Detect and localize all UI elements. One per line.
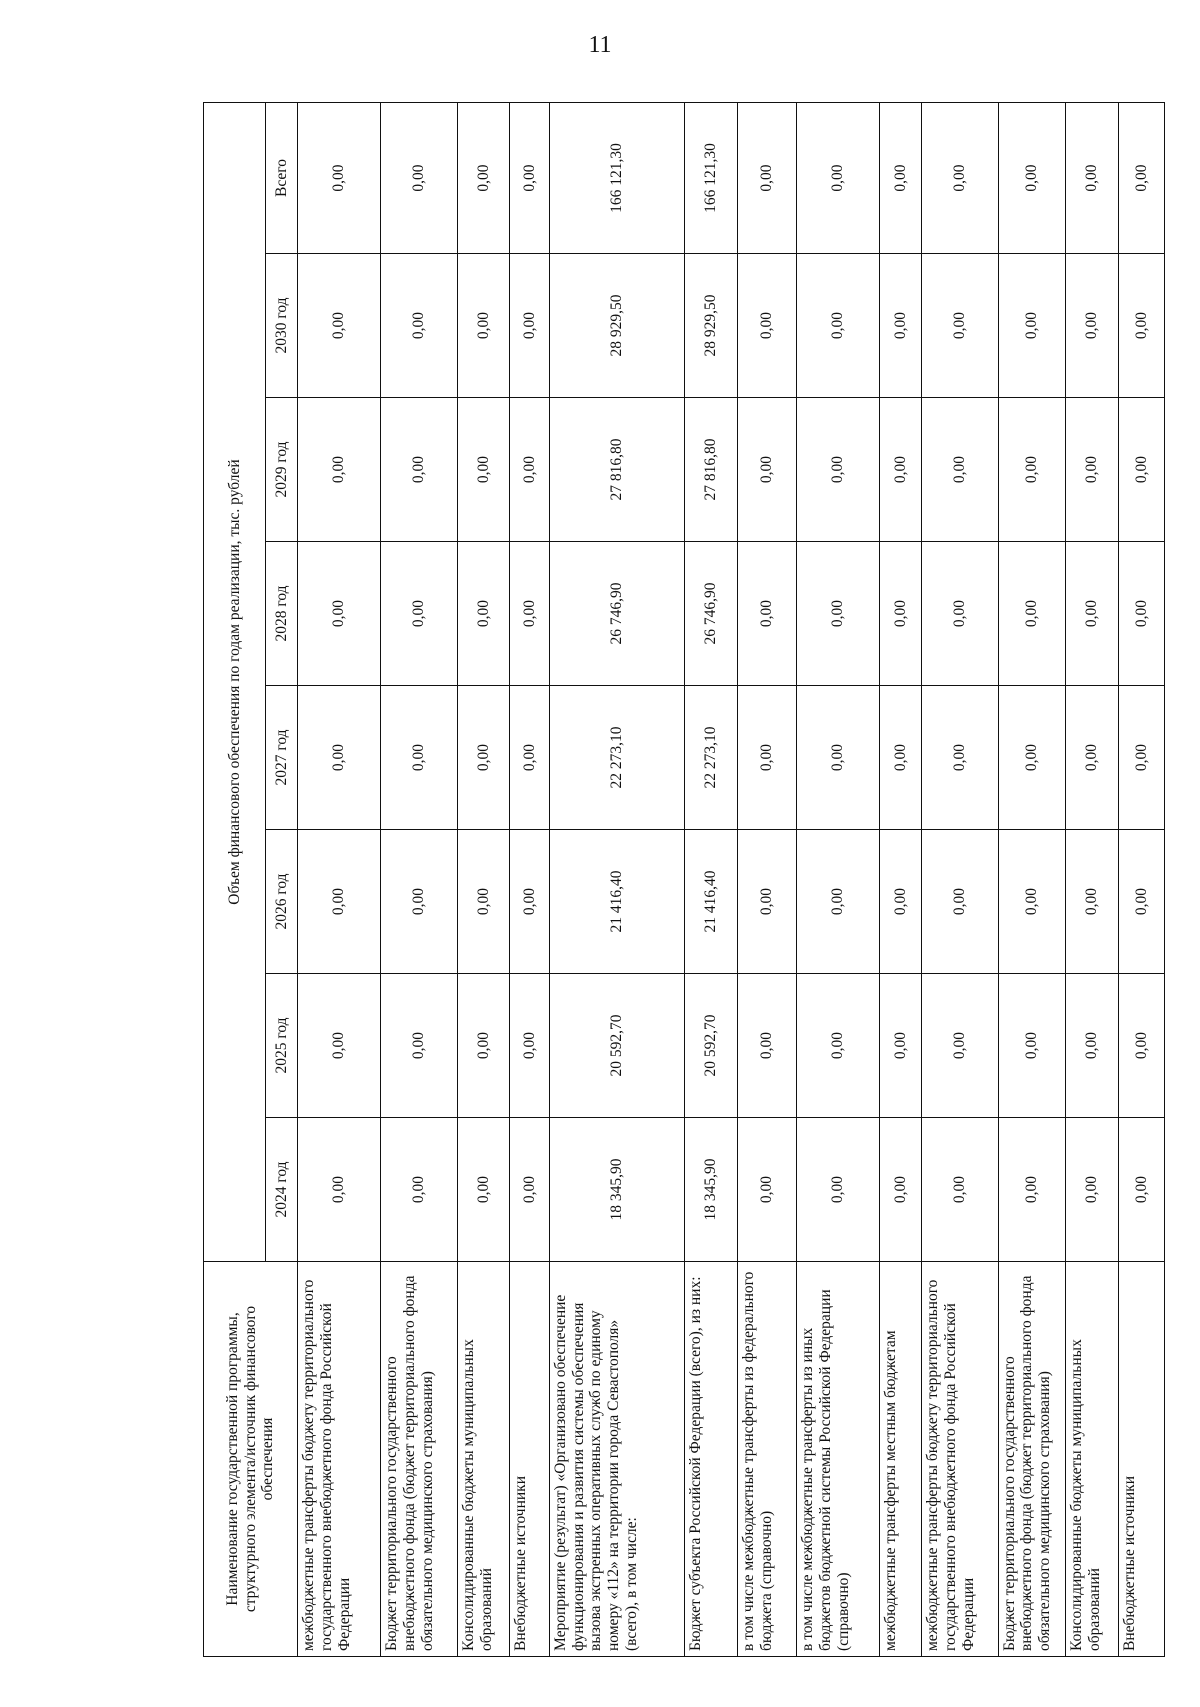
row-year-value: 22 273,10 — [549, 686, 685, 830]
row-year-value: 27 816,80 — [685, 398, 738, 542]
row-year-value: 0,00 — [298, 254, 381, 398]
row-year-value: 0,00 — [1066, 542, 1119, 686]
row-year-value: 0,00 — [1118, 974, 1164, 1118]
table-row — [921, 103, 998, 1657]
row-year-value: 0,00 — [1066, 686, 1119, 830]
row-source-name: межбюджетные трансферты местным бюджетам — [880, 1262, 922, 1657]
row-year-value: 0,00 — [1118, 686, 1164, 830]
row-year-value: 0,00 — [298, 686, 381, 830]
row-total-value: 0,00 — [1066, 103, 1119, 254]
row-year-value: 0,00 — [998, 542, 1066, 686]
row-year-value: 0,00 — [457, 398, 510, 542]
table-body — [298, 103, 1165, 1657]
row-source-name: в том числе межбюджетные трансферты из федерального бюджета (справочно) — [738, 1262, 797, 1657]
table-row — [510, 103, 549, 1657]
row-year-value: 0,00 — [998, 974, 1066, 1118]
page-number: 11 — [588, 32, 612, 58]
row-year-value: 0,00 — [921, 254, 998, 398]
row-year-value: 0,00 — [738, 542, 797, 686]
row-source-name: Консолидированные бюджеты муниципальных образований — [1066, 1262, 1119, 1657]
table-row — [298, 103, 381, 1657]
row-year-value: 20 592,70 — [549, 974, 685, 1118]
row-year-value: 0,00 — [998, 686, 1066, 830]
header-financing-group: Объем финансового обеспечения по годам реализации, тыс. рублей — [204, 103, 266, 1262]
row-year-value: 0,00 — [738, 974, 797, 1118]
row-source-name: Внебюджетные источники — [510, 1262, 549, 1657]
table-row — [797, 103, 880, 1657]
table-row — [457, 103, 510, 1657]
table-row — [738, 103, 797, 1657]
header-total: Всего — [266, 103, 298, 254]
row-year-value: 0,00 — [921, 1118, 998, 1262]
row-year-value: 0,00 — [298, 1118, 381, 1262]
row-year-value: 0,00 — [1118, 398, 1164, 542]
row-year-value: 0,00 — [298, 974, 381, 1118]
row-year-value: 21 416,40 — [685, 830, 738, 974]
row-year-value: 0,00 — [457, 1118, 510, 1262]
row-year-value: 0,00 — [298, 398, 381, 542]
row-year-value: 0,00 — [298, 542, 381, 686]
row-year-value: 26 746,90 — [549, 542, 685, 686]
row-year-value: 0,00 — [457, 686, 510, 830]
row-total-value: 0,00 — [738, 103, 797, 254]
row-year-value: 0,00 — [381, 1118, 458, 1262]
row-year-value: 28 929,50 — [685, 254, 738, 398]
row-year-value: 0,00 — [457, 830, 510, 974]
row-year-value: 22 273,10 — [685, 686, 738, 830]
row-year-value: 0,00 — [921, 830, 998, 974]
row-year-value: 28 929,50 — [549, 254, 685, 398]
row-year-value: 0,00 — [738, 398, 797, 542]
row-year-value: 0,00 — [457, 974, 510, 1118]
row-year-value: 0,00 — [880, 974, 922, 1118]
header-year-2028: 2028 год — [266, 542, 298, 686]
row-year-value: 0,00 — [1118, 542, 1164, 686]
row-year-value: 0,00 — [510, 254, 549, 398]
row-year-value: 0,00 — [738, 254, 797, 398]
row-year-value: 26 746,90 — [685, 542, 738, 686]
row-year-value: 0,00 — [1066, 254, 1119, 398]
row-year-value: 21 416,40 — [549, 830, 685, 974]
row-year-value: 0,00 — [510, 974, 549, 1118]
row-year-value: 0,00 — [1066, 974, 1119, 1118]
row-source-name: межбюджетные трансферты бюджету территориального государственного внебюджетного фонда Российской Федерации — [298, 1262, 381, 1657]
row-year-value: 0,00 — [298, 830, 381, 974]
row-source-name: Бюджет территориального государственного внебюджетного фонда (бюджет территориального фонда обязательного медицинского страхования) — [998, 1262, 1066, 1657]
row-year-value: 0,00 — [797, 974, 880, 1118]
row-year-value: 0,00 — [510, 686, 549, 830]
row-total-value: 0,00 — [381, 103, 458, 254]
row-total-value: 0,00 — [510, 103, 549, 254]
row-year-value: 0,00 — [1118, 830, 1164, 974]
row-year-value: 0,00 — [880, 686, 922, 830]
row-year-value: 0,00 — [880, 398, 922, 542]
row-year-value: 18 345,90 — [685, 1118, 738, 1262]
row-year-value: 0,00 — [1118, 254, 1164, 398]
row-total-value: 0,00 — [797, 103, 880, 254]
row-year-value: 0,00 — [381, 254, 458, 398]
row-source-name: Консолидированные бюджеты муниципальных образований — [457, 1262, 510, 1657]
row-year-value: 0,00 — [738, 830, 797, 974]
row-source-name: Внебюджетные источники — [1118, 1262, 1164, 1657]
row-year-value: 0,00 — [738, 1118, 797, 1262]
row-year-value: 0,00 — [1066, 830, 1119, 974]
table-row — [998, 103, 1066, 1657]
row-year-value: 0,00 — [381, 398, 458, 542]
row-year-value: 0,00 — [797, 830, 880, 974]
row-year-value: 0,00 — [1118, 1118, 1164, 1262]
header-year-2025: 2025 год — [266, 974, 298, 1118]
row-total-value: 166 121,30 — [549, 103, 685, 254]
table-row — [1066, 103, 1119, 1657]
row-year-value: 0,00 — [381, 542, 458, 686]
row-year-value: 0,00 — [921, 686, 998, 830]
row-total-value: 0,00 — [298, 103, 381, 254]
row-total-value: 0,00 — [880, 103, 922, 254]
header-year-2026: 2026 год — [266, 830, 298, 974]
row-source-name: межбюджетные трансферты бюджету территориального государственного внебюджетного фонда Российской Федерации — [921, 1262, 998, 1657]
header-year-2024: 2024 год — [266, 1118, 298, 1262]
table-row — [1118, 103, 1164, 1657]
row-year-value: 20 592,70 — [685, 974, 738, 1118]
row-year-value: 0,00 — [921, 542, 998, 686]
row-total-value: 0,00 — [998, 103, 1066, 254]
row-total-value: 0,00 — [921, 103, 998, 254]
table-row — [685, 103, 738, 1657]
row-year-value: 0,00 — [998, 830, 1066, 974]
header-year-2030: 2030 год — [266, 254, 298, 398]
row-year-value: 0,00 — [998, 398, 1066, 542]
row-year-value: 0,00 — [797, 686, 880, 830]
row-year-value: 0,00 — [921, 974, 998, 1118]
row-year-value: 0,00 — [880, 1118, 922, 1262]
row-year-value: 0,00 — [457, 542, 510, 686]
row-year-value: 0,00 — [1066, 1118, 1119, 1262]
header-name-column: Наименование государственной программы, структурного элемента/источник финансового обеспечения — [204, 1262, 298, 1657]
row-year-value: 0,00 — [797, 1118, 880, 1262]
row-year-value: 0,00 — [510, 1118, 549, 1262]
row-year-value: 0,00 — [510, 830, 549, 974]
row-total-value: 166 121,30 — [685, 103, 738, 254]
row-year-value: 0,00 — [510, 398, 549, 542]
row-source-name: Бюджет субъекта Российской Федерации (всего), из них: — [685, 1262, 738, 1657]
row-year-value: 0,00 — [381, 830, 458, 974]
row-year-value: 0,00 — [457, 254, 510, 398]
header-year-2029: 2029 год — [266, 398, 298, 542]
row-year-value: 0,00 — [738, 686, 797, 830]
financing-table — [203, 102, 1165, 1657]
row-year-value: 18 345,90 — [549, 1118, 685, 1262]
row-year-value: 0,00 — [880, 542, 922, 686]
row-year-value: 0,00 — [998, 254, 1066, 398]
row-total-value: 0,00 — [457, 103, 510, 254]
table-row — [880, 103, 922, 1657]
row-year-value: 0,00 — [998, 1118, 1066, 1262]
row-year-value: 0,00 — [381, 686, 458, 830]
row-year-value: 0,00 — [1066, 398, 1119, 542]
row-year-value: 0,00 — [797, 542, 880, 686]
row-total-value: 0,00 — [1118, 103, 1164, 254]
rotated-table-container — [203, 103, 1165, 1657]
row-year-value: 0,00 — [381, 974, 458, 1118]
row-year-value: 27 816,80 — [549, 398, 685, 542]
row-year-value: 0,00 — [880, 254, 922, 398]
header-year-2027: 2027 год — [266, 686, 298, 830]
row-year-value: 0,00 — [921, 398, 998, 542]
table-row — [381, 103, 458, 1657]
row-source-name: Бюджет территориального государственного внебюджетного фонда (бюджет территориального фонда обязательного медицинского страхования) — [381, 1262, 458, 1657]
row-year-value: 0,00 — [510, 542, 549, 686]
table-row — [549, 103, 685, 1657]
row-source-name: в том числе межбюджетные трансферты из иных бюджетов бюджетной системы Российской Федерации (справочно) — [797, 1262, 880, 1657]
row-year-value: 0,00 — [797, 398, 880, 542]
row-year-value: 0,00 — [797, 254, 880, 398]
row-year-value: 0,00 — [880, 830, 922, 974]
row-source-name: Мероприятие (результат) «Организовано обеспечение функционирования и развития системы обеспечения вызова экстренных оперативных служб по единому номеру «112» на территории города Севастополя» (всего), в том числе: — [549, 1262, 685, 1657]
